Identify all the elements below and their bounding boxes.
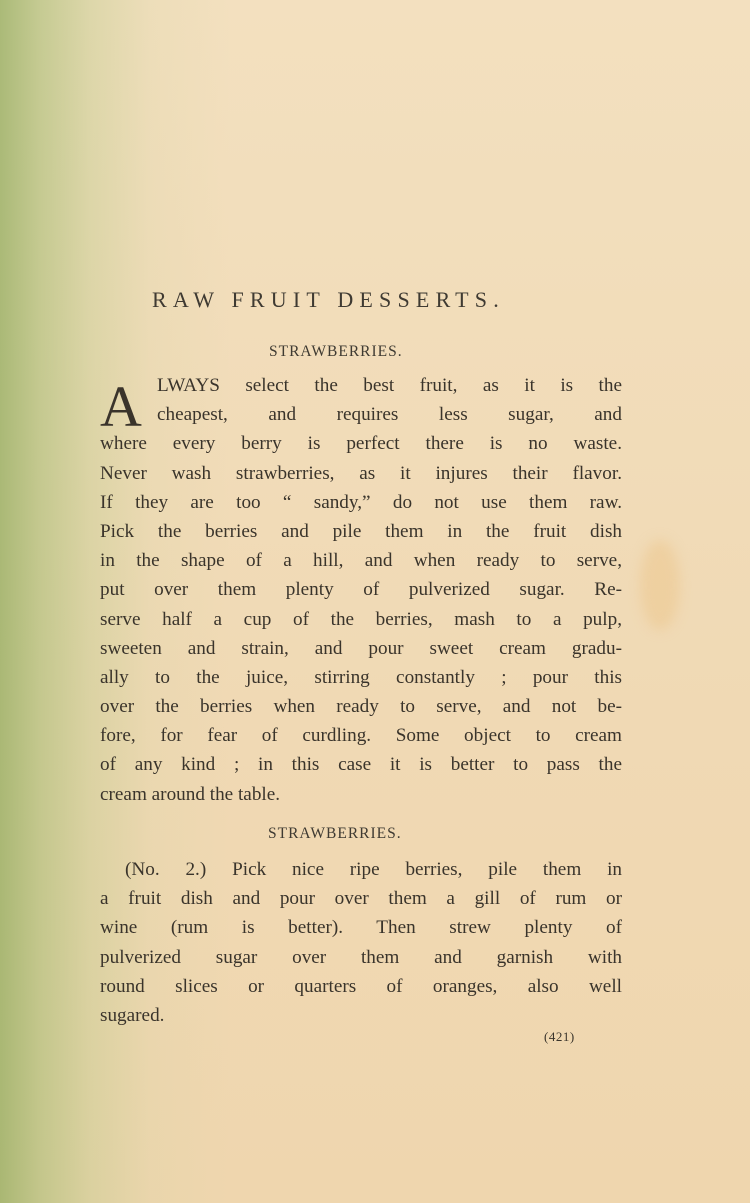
- text-line: pulverized sugar over them and garnish with: [100, 946, 622, 968]
- section-heading-strawberries: STRAWBERRIES.: [269, 343, 403, 360]
- text-line: serve half a cup of the berries, mash to a pulp,: [100, 608, 622, 630]
- text-line: LWAYS select the best fruit, as it is the: [157, 375, 622, 396]
- text-line: cream around the table.: [100, 783, 281, 805]
- text-line: sugared.: [100, 1004, 165, 1026]
- text-line: round slices or quarters of oranges, also well: [100, 975, 622, 997]
- text-line: where every berry is perfect there is no waste.: [100, 433, 622, 455]
- text-line: over the berries when ready to serve, and not be-: [100, 696, 622, 718]
- text-line: (No. 2.) Pick nice ripe berries, pile them in: [125, 859, 622, 880]
- text-line: Pick the berries and pile them in the fruit dish: [100, 520, 622, 542]
- text-line: in the shape of a hill, and when ready to serve,: [100, 550, 622, 572]
- text-line: fore, for fear of curdling. Some object to cream: [100, 725, 622, 747]
- text-line: Never wash strawberries, as it injures their flavor.: [100, 462, 622, 484]
- paragraph-strawberries-no2: [100, 855, 622, 1030]
- text-line: of any kind ; in this case it is better to pass the: [100, 754, 622, 776]
- section-heading-strawberries-no2: STRAWBERRIES.: [268, 825, 402, 842]
- text-line: wine (rum is better). Then strew plenty of: [100, 917, 622, 939]
- paper-stain: [640, 540, 680, 630]
- page-title: RAW FRUIT DESSERTS.: [152, 287, 505, 312]
- text-line: put over them plenty of pulverized sugar. Re-: [100, 579, 622, 601]
- text-line: a fruit dish and pour over them a gill of rum or: [100, 888, 622, 910]
- paragraph-strawberries: [100, 371, 622, 809]
- text-line: cheapest, and requires less sugar, and: [157, 404, 622, 426]
- text-line: ally to the juice, stirring constantly ; pour this: [100, 666, 622, 688]
- text-line: sweeten and strain, and pour sweet cream gradu-: [100, 637, 622, 659]
- page-number: (421): [544, 1029, 575, 1044]
- text-line: If they are too “ sandy,” do not use them raw.: [100, 491, 622, 513]
- drop-cap-letter: A: [100, 374, 142, 439]
